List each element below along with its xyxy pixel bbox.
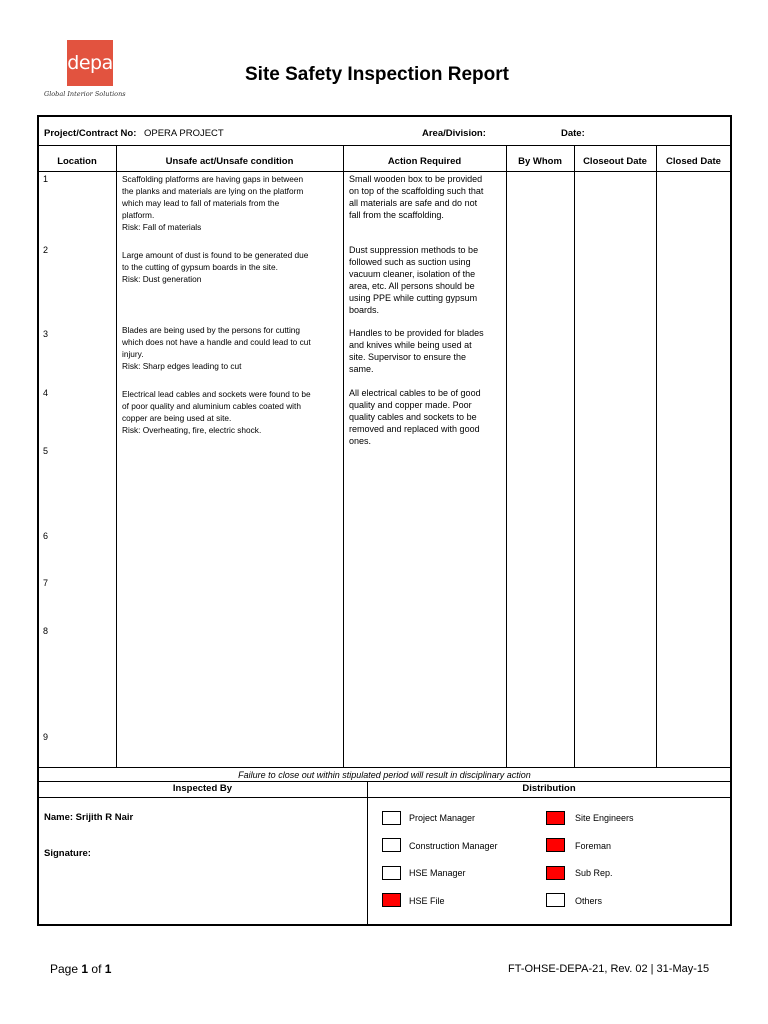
page-current: 1 xyxy=(81,962,89,976)
row-number: 6 xyxy=(43,531,49,541)
col-line-3 xyxy=(506,145,507,767)
row-action: Dust suppression methods to be followed such as suction using vacuum cleaner, isolation of the area, etc. All persons should be using PPE while cutting gypsum boards. xyxy=(349,245,479,315)
inspector-name: Name: Srijith R Nair xyxy=(44,812,134,823)
logo-tagline: Global Interior Solutions xyxy=(44,90,126,98)
report-frame xyxy=(37,115,732,926)
company-logo: depa xyxy=(67,40,113,86)
checkbox-hse-file[interactable] xyxy=(382,893,401,907)
table-bottom-line xyxy=(38,767,731,768)
col-header-condition: Unsafe act/Unsafe condition xyxy=(165,156,294,167)
note-divider xyxy=(38,781,731,782)
inspected-by-heading: Inspected By xyxy=(172,783,233,794)
label-project-manager: Project Manager xyxy=(409,813,476,823)
document-reference: FT-OHSE-DEPA-21, Rev. 02 | 31-May-15 xyxy=(508,963,710,975)
row-number: 4 xyxy=(43,388,49,398)
checkbox-hse-manager[interactable] xyxy=(382,866,401,880)
project-value: OPERA PROJECT xyxy=(144,128,224,139)
area-label: Area/Division: xyxy=(422,128,486,139)
col-header-closeout-date: Closeout Date xyxy=(583,156,647,167)
checkbox-project-manager[interactable] xyxy=(382,811,401,825)
section-heading-divider xyxy=(38,797,731,798)
row-condition: Scaffolding platforms are having gaps in between the planks and materials are lying on the platform which may lead to fall of materials from the platform. Risk: Fall of materials xyxy=(122,174,304,232)
col-line-4 xyxy=(574,145,575,767)
page-of: of xyxy=(91,962,102,976)
row-number: 3 xyxy=(43,329,49,339)
checkbox-sub-rep[interactable] xyxy=(546,866,565,880)
header-divider xyxy=(38,145,731,146)
page-total: 1 xyxy=(104,962,112,976)
label-foreman: Foreman xyxy=(575,841,612,851)
row-number: 7 xyxy=(43,578,49,588)
page-prefix: Page xyxy=(50,962,79,976)
label-sub-rep: Sub Rep. xyxy=(575,868,613,878)
signature-label: Signature: xyxy=(44,848,91,859)
page-title: Site Safety Inspection Report xyxy=(245,64,509,85)
checkbox-site-engineers[interactable] xyxy=(546,811,565,825)
label-others: Others xyxy=(575,896,603,906)
distribution-heading: Distribution xyxy=(522,783,576,794)
row-condition: Large amount of dust is found to be generated due to the cutting of gypsum boards in the site. Risk: Dust generation xyxy=(122,250,309,284)
page-number xyxy=(50,962,111,976)
row-number: 8 xyxy=(43,626,49,636)
label-construction-manager: Construction Manager xyxy=(409,841,498,851)
row-number: 9 xyxy=(43,732,49,742)
project-label: Project/Contract No: xyxy=(44,128,137,139)
column-header-divider xyxy=(38,171,731,172)
col-line-5 xyxy=(656,145,657,767)
col-header-location: Location xyxy=(57,156,97,167)
col-header-closed-date: Closed Date xyxy=(666,156,721,167)
disciplinary-note: Failure to close out within stipulated period will result in disciplinary action xyxy=(238,770,531,780)
row-action: All electrical cables to be of good quality and copper made. Poor quality cables and sockets to be removed and replaced with good ones. xyxy=(349,388,481,446)
row-condition: Electrical lead cables and sockets were found to be of poor quality and aluminium cables coated with copper are being used at site. Risk: Overheating, fire, electric shock. xyxy=(122,389,311,435)
row-number: 2 xyxy=(43,245,49,255)
label-site-engineers: Site Engineers xyxy=(575,813,634,823)
checkbox-others[interactable] xyxy=(546,893,565,907)
row-action: Handles to be provided for blades and knives while being used at site. Supervisor to ensure the same. xyxy=(349,328,484,374)
col-line-1 xyxy=(116,145,117,767)
col-line-2 xyxy=(343,145,344,767)
row-number: 1 xyxy=(43,174,49,184)
section-divider xyxy=(367,781,368,925)
row-condition: Blades are being used by the persons for cutting which does not have a handle and could lead to cut injury. Risk: Sharp edges leading to cut xyxy=(122,325,311,371)
col-header-by-whom: By Whom xyxy=(518,156,562,167)
row-number: 5 xyxy=(43,446,49,456)
checkbox-construction-manager[interactable] xyxy=(382,838,401,852)
col-header-action: Action Required xyxy=(387,156,462,167)
label-hse-file: HSE File xyxy=(409,896,445,906)
row-action: Small wooden box to be provided on top of the scaffolding such that all materials are safe and do not fall from the scaffolding. xyxy=(349,174,484,220)
label-hse-manager: HSE Manager xyxy=(409,868,466,878)
checkbox-foreman[interactable] xyxy=(546,838,565,852)
date-label: Date: xyxy=(561,128,585,139)
